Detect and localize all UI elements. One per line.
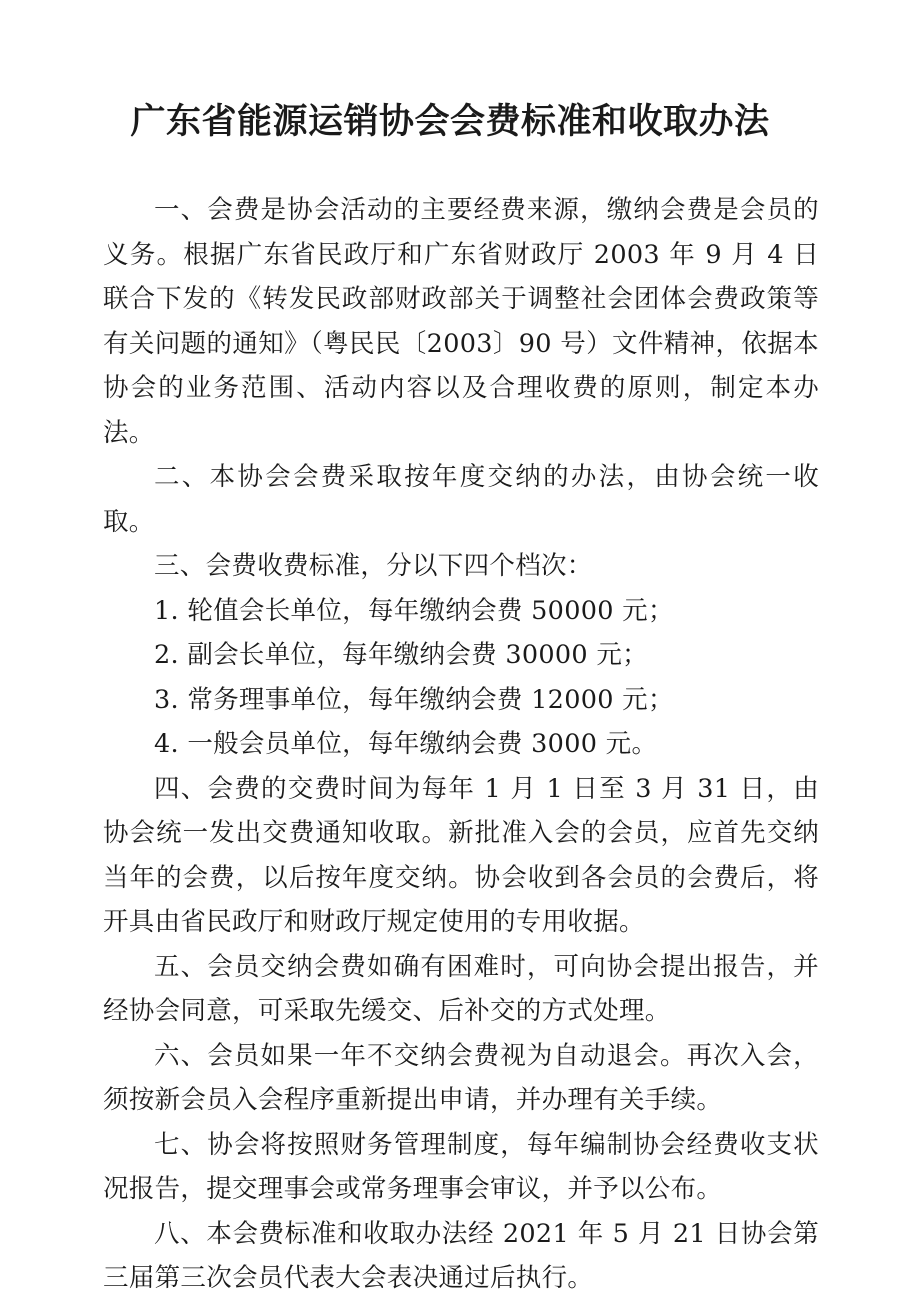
- paragraph-1-membership-fee-purpose: 一、会费是协会活动的主要经费来源，缴纳会费是会员的义务。根据广东省民政厅和广东省财政厅 2003 年 9 月 4 日联合下发的《转发民政部财政部关于调整社会团体会费政策等有关问题的通知》（粤民民〔2003〕90 号）文件精神，依据本协会的业务范围、活动内容以及合理收费的原则，制定本办法。: [103, 195, 819, 448]
- paragraph-3-fee-tiers-intro: 三、会费收费标准，分以下四个档次：: [154, 551, 593, 581]
- document-body: [103, 188, 819, 1301]
- paragraph-7-financial-reporting: 七、协会将按照财务管理制度，每年编制协会经费收支状况报告，提交理事会或常务理事会审议，并予以公布。: [103, 1129, 819, 1204]
- document-title: 广东省能源运销协会会费标准和收取办法: [130, 102, 770, 142]
- paragraph-6-automatic-withdrawal: 六、会员如果一年不交纳会费视为自动退会。再次入会，须按新会员入会程序重新提出申请，并办理有关手续。: [103, 1040, 819, 1115]
- fee-tier-3: 3. 常务理事单位，每年缴纳会费 12000 元；: [154, 684, 674, 715]
- paragraph-8-effective-date: 八、本会费标准和收取办法经 2021 年 5 月 21 日协会第三届第三次会员代表大会表决通过后执行。: [103, 1218, 819, 1293]
- paragraph-4-payment-period: 四、会费的交费时间为每年 1 月 1 日至 3 月 31 日，由协会统一发出交费通知收取。新批准入会的会员，应首先交纳当年的会费，以后按年度交纳。协会收到各会员的会费后，将开具由省民政厅和财政厅规定使用的专用收据。: [103, 773, 819, 937]
- paragraph-2-annual-collection: 二、本协会会费采取按年度交纳的办法，由协会统一收取。: [103, 462, 819, 537]
- fee-tier-2: 2. 副会长单位，每年缴纳会费 30000 元；: [154, 640, 648, 670]
- paragraph-5-hardship-deferral: 五、会员交纳会费如确有困难时，可向协会提出报告，并经协会同意，可采取先缓交、后补交的方式处理。: [103, 951, 819, 1026]
- fee-tier-4: 4. 一般会员单位，每年缴纳会费 3000 元。: [154, 729, 658, 759]
- fee-tier-1: 1. 轮值会长单位，每年缴纳会费 50000 元；: [154, 595, 674, 626]
